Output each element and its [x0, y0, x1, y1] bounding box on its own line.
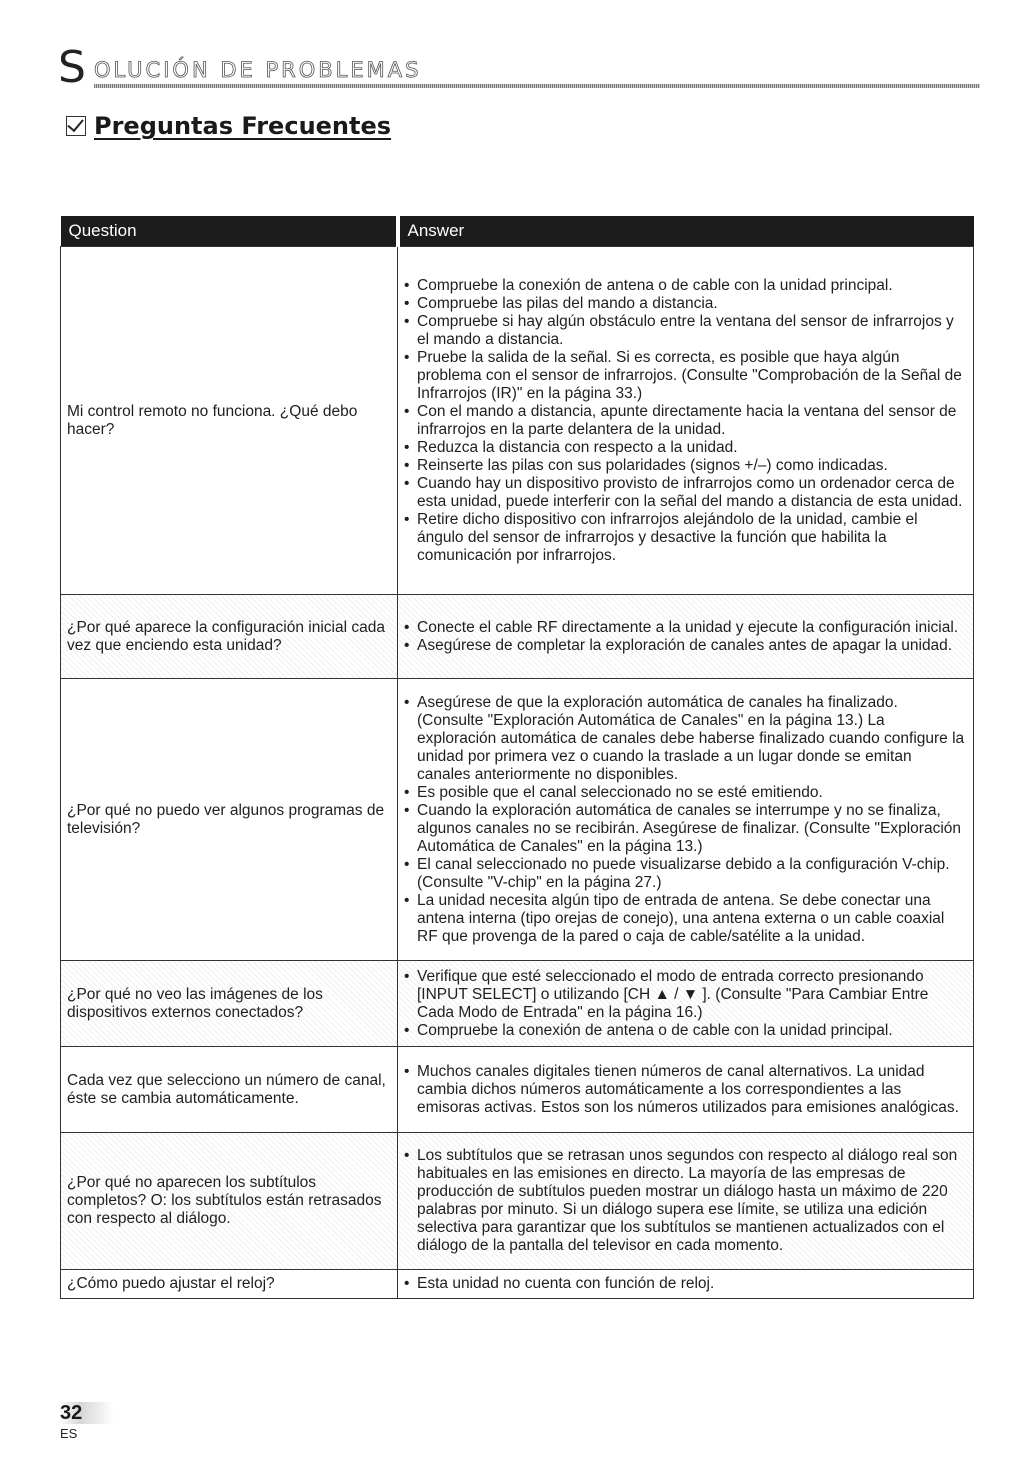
- table-row: [61, 679, 974, 961]
- list-item: • Compruebe las pilas del mando a distancia.: [404, 295, 967, 313]
- page-number: 32: [58, 1402, 114, 1424]
- answer-cell: [398, 1270, 974, 1299]
- answer-cell: [398, 1047, 974, 1133]
- list-item: • Esta unidad no cuenta con función de reloj.: [404, 1275, 967, 1293]
- section-title-text: Preguntas Frecuentes: [94, 112, 392, 140]
- list-item: • Muchos canales digitales tienen números de canal alternativos. La unidad cambia dichos números automáticamente a los correspondientes a las emisoras activas. Estos son los números utilizados para emisiones analógicas.: [404, 1063, 967, 1117]
- page-header: [58, 42, 978, 96]
- list-item: • Reduzca la distancia con respecto a la unidad.: [404, 439, 967, 457]
- list-item: • Cuando hay un dispositivo provisto de infrarrojos como un ordenador cerca de esta unidad, puede interferir con la señal del mando a distancia de esta unidad.: [404, 475, 967, 511]
- section-title: [66, 108, 391, 144]
- table-row: [61, 1270, 974, 1299]
- question-cell: ¿Por qué no aparecen los subtítulos completos? O: los subtítulos están retrasados con respecto al diálogo.: [61, 1133, 398, 1270]
- column-header-answer: Answer: [398, 216, 974, 247]
- table-row: [61, 247, 974, 595]
- page-footer: [58, 1402, 114, 1441]
- list-item: • Con el mando a distancia, apunte directamente hacia la ventana del sensor de infrarrojos en la parte delantera de la unidad.: [404, 403, 967, 439]
- list-item: • Pruebe la salida de la señal. Si es correcta, es posible que haya algún problema con el sensor de infrarrojos. (Consulte "Comprobación de la Señal de Infrarrojos (IR)" en la página 33.): [404, 349, 967, 403]
- faq-header-row: [61, 216, 974, 247]
- answer-cell: [398, 961, 974, 1047]
- list-item: • La unidad necesita algún tipo de entrada de antena. Se debe conectar una antena interna (tipo orejas de conejo), una antena externa o un cable coaxial RF que provenga de la pared o caja de cable/satélite a la unidad.: [404, 892, 967, 946]
- question-cell: Cada vez que selecciono un número de canal, éste se cambia automáticamente.: [61, 1047, 398, 1133]
- table-row: [61, 1047, 974, 1133]
- table-row: [61, 961, 974, 1047]
- list-item: • Compruebe si hay algún obstáculo entre la ventana del sensor de infrarrojos y el mando a distancia.: [404, 313, 967, 349]
- list-item: • Verifique que esté seleccionado el modo de entrada correcto presionando [INPUT SELECT] o utilizando [CH ▲ / ▼ ]. (Consulte "Para Cambiar Entre Cada Modo de Entrada" en la página 16.): [404, 968, 967, 1022]
- faq-table: [60, 216, 974, 1299]
- question-cell: ¿Por qué aparece la configuración inicial cada vez que enciendo esta unidad?: [61, 595, 398, 679]
- header-rule: [94, 84, 980, 88]
- table-row: [61, 595, 974, 679]
- list-item: • Compruebe la conexión de antena o de cable con la unidad principal.: [404, 277, 967, 295]
- language-code: ES: [60, 1426, 78, 1441]
- question-cell: ¿Cómo puedo ajustar el reloj?: [61, 1270, 398, 1299]
- question-cell: Mi control remoto no funciona. ¿Qué debo hacer?: [61, 247, 398, 595]
- list-item: • El canal seleccionado no puede visualizarse debido a la configuración V-chip. (Consulte "V-chip" en la página 27.): [404, 856, 967, 892]
- answer-cell: [398, 1133, 974, 1270]
- checkbox-checked-icon: [66, 116, 86, 136]
- question-cell: ¿Por qué no veo las imágenes de los dispositivos externos conectados?: [61, 961, 398, 1047]
- question-cell: ¿Por qué no puedo ver algunos programas de televisión?: [61, 679, 398, 961]
- list-item: • Es posible que el canal seleccionado no se esté emitiendo.: [404, 784, 967, 802]
- table-row: [61, 1133, 974, 1270]
- answer-cell: [398, 595, 974, 679]
- header-initial: S: [58, 42, 86, 93]
- list-item: • Los subtítulos que se retrasan unos segundos con respecto al diálogo real son habituales en las emisiones en directo. La mayoría de las empresas de producción de subtítulos pueden mostrar un diálogo hasta un máximo de 220 palabras por minuto. Si un diálogo supera ese límite, se utiliza una edición selectiva para garantizar que los subtítulos se mantienen actualizados con el diálogo de la pantalla del televisor en cada momento.: [404, 1147, 967, 1255]
- list-item: • Asegúrese de que la exploración automática de canales ha finalizado. (Consulte "Exploración Automática de Canales" en la página 13.) La exploración automática de canales debe haberse finalizado cuando configure la unidad por primera vez o cuando la traslade a un lugar donde se emitan canales anteriormente no disponibles.: [404, 694, 967, 784]
- answer-cell: [398, 679, 974, 961]
- list-item: • Reinserte las pilas con sus polaridades (signos +/–) como indicadas.: [404, 457, 967, 475]
- list-item: • Asegúrese de completar la exploración de canales antes de apagar la unidad.: [404, 637, 967, 655]
- list-item: • Cuando la exploración automática de canales se interrumpe y no se finaliza, algunos canales no se recibirán. Asegúrese de finalizar. (Consulte "Exploración Automática de Canales" en la página 13.): [404, 802, 967, 856]
- answer-cell: [398, 247, 974, 595]
- list-item: • Compruebe la conexión de antena o de cable con la unidad principal.: [404, 1022, 967, 1040]
- header-title: OLUCIÓN DE PROBLEMAS: [94, 58, 422, 82]
- column-header-question: Question: [61, 216, 398, 247]
- list-item: • Conecte el cable RF directamente a la unidad y ejecute la configuración inicial.: [404, 619, 967, 637]
- list-item: • Retire dicho dispositivo con infrarrojos alejándolo de la unidad, cambie el ángulo del sensor de infrarrojos y desactive la función que habilita la comunicación por infrarrojos.: [404, 511, 967, 565]
